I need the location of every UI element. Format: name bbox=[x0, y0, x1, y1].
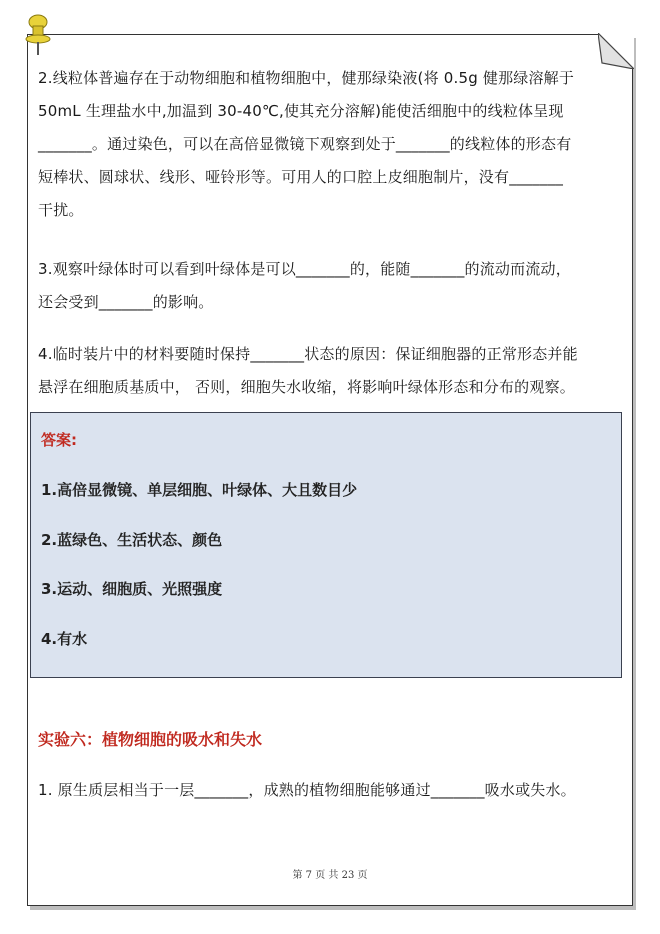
text-line: _______。通过染色，可以在高倍显微镜下观察到处于_______的线粒体的形态有 bbox=[38, 135, 572, 153]
text-line: 还会受到_______的影响。 bbox=[38, 293, 214, 311]
section6-question-1 bbox=[38, 774, 622, 807]
text-line: 50mL 生理盐水中,加温到 30-40℃,使其充分溶解)能使活细胞中的线粒体呈现 bbox=[38, 102, 564, 120]
text-line: 3.观察叶绿体时可以看到叶绿体是可以_______的，能随_______的流动而流动， bbox=[38, 260, 571, 278]
text-line: 干扰。 bbox=[38, 201, 84, 219]
answer-title: 答案: bbox=[41, 431, 77, 449]
answer-item: 2.蓝绿色、生活状态、颜色 bbox=[41, 531, 223, 549]
text-line: 2.线粒体普遍存在于动物细胞和植物细胞中，健那绿染液(将 0.5g 健那绿溶解于 bbox=[38, 69, 575, 87]
answer-item: 4.有水 bbox=[41, 630, 88, 648]
section-title: 实验六：植物细胞的吸水和失水 bbox=[38, 730, 263, 749]
page-footer: 第 7 页 共 23 页 bbox=[292, 870, 368, 881]
text-line: 悬浮在细胞质基质中， 否则，细胞失水收缩，将影响叶绿体形态和分布的观察。 bbox=[38, 378, 575, 396]
question-3 bbox=[38, 253, 622, 319]
text-line: 1. 原生质层相当于一层_______，成熟的植物细胞能够通过_______吸水或失水。 bbox=[38, 781, 576, 799]
text-line: 4.临时装片中的材料要随时保持_______状态的原因：保证细胞器的正常形态并能 bbox=[38, 345, 578, 363]
answer-item: 3.运动、细胞质、光照强度 bbox=[41, 580, 223, 598]
text-line: 短棒状、圆球状、线形、哑铃形等。可用人的口腔上皮细胞制片，没有_______ bbox=[38, 168, 564, 186]
pushpin-icon bbox=[20, 12, 56, 56]
question-4 bbox=[38, 338, 622, 404]
question-2 bbox=[38, 62, 622, 227]
answer-box bbox=[30, 412, 622, 678]
answer-item: 1.高倍显微镜、单层细胞、叶绿体、大且数目少 bbox=[41, 481, 358, 499]
